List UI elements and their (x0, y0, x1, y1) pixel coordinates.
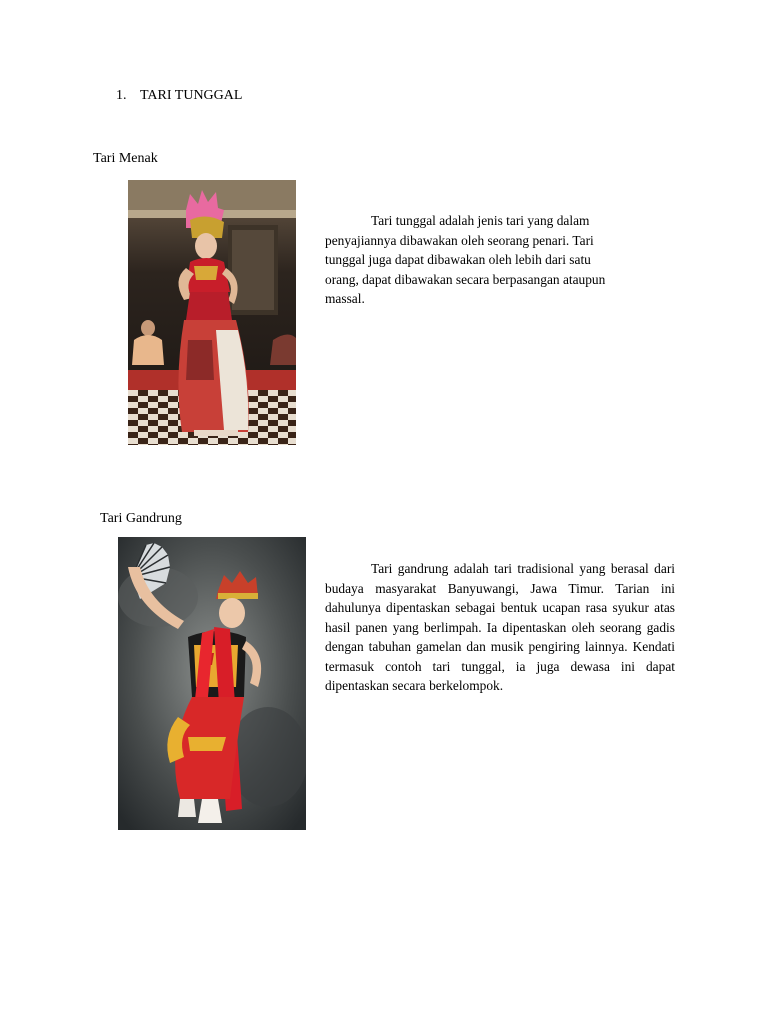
description-line: massal. (325, 291, 365, 306)
description-line: Tari tunggal adalah jenis tari yang dalam (371, 213, 590, 228)
description-line: orang, dapat dibawakan secara berpasangan ataupun (325, 271, 606, 287)
section-heading (116, 87, 242, 105)
tari-gandrung-description (325, 559, 675, 696)
description-line: penyajiannya dibawakan oleh seorang penari. Tari (325, 232, 594, 248)
dancer-photo-icon (118, 537, 306, 830)
dancer-photo-icon (128, 180, 296, 445)
item-label-tari-menak: Tari Menak (93, 151, 158, 166)
section-number: 1. (116, 88, 127, 103)
description-text: Tari gandrung adalah tari tradisional yang berasal dari budaya masyarakat Banyuwangi, Jawa Timur. Tarian ini dahulunya dipentaskan sebagai bentuk ucapan rasa syukur atas hasil panen yang berlimpah. Ia dipentaskan oleh seorang gadis dengan tabuhan gamelan dan musik pengiring lainnya. Kendati termasuk contoh tari tunggal, ia juga dewasa ini dapat dipentaskan secara berkelompok. (325, 561, 675, 693)
tari-menak-photo (128, 180, 296, 445)
section-title: TARI TUNGGAL (140, 88, 243, 103)
description-line: tunggal juga dapat dibawakan oleh lebih dari satu (325, 252, 591, 267)
tari-menak-description (325, 211, 665, 309)
tari-gandrung-photo (118, 537, 306, 830)
item-label-tari-gandrung: Tari Gandrung (100, 511, 182, 526)
